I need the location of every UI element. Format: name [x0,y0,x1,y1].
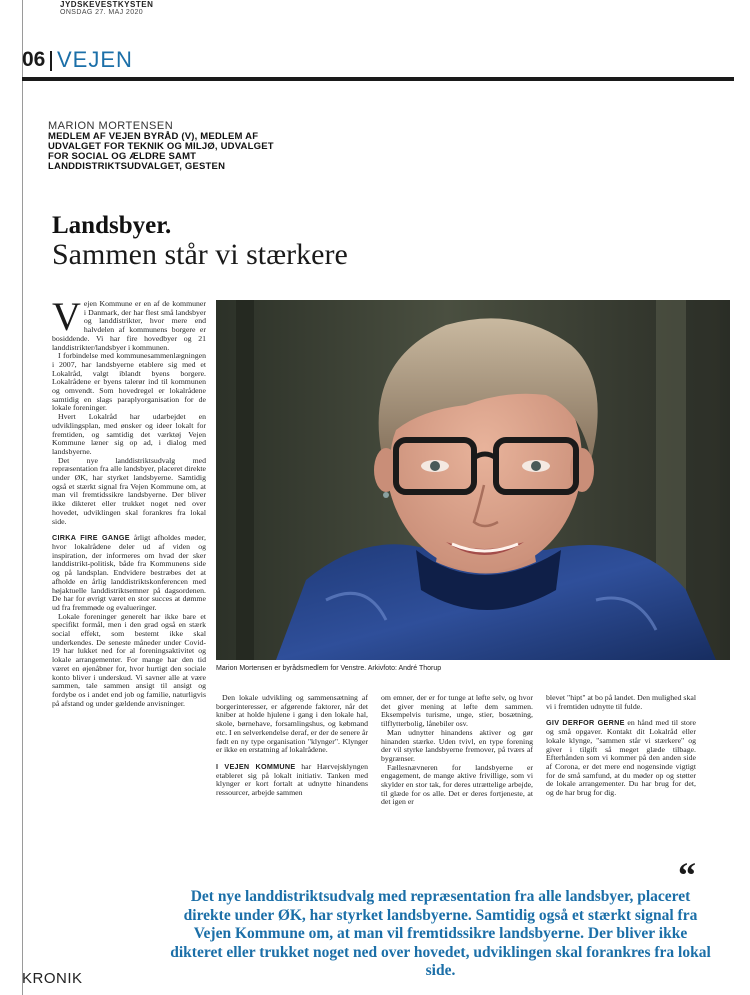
paragraph: Det nye landdistriktsudvalg med repræsentation fra alle landsbyer, placeret direkte under ØK, har styrket landsbyerne. Samtidig også et stærkt signal fra Vejen Kommune om, at man vil fremtidssikre landsbyerne. Der bliver ikke dikteret eller trukket noget ned over hovedet, udviklingen skal forankres fra lokal side. [52,455,206,526]
section-title: VEJEN [57,47,133,72]
author-affiliation: MEDLEM AF VEJEN BYRÅD (V), MEDLEM AF UDVALGET FOR TEKNIK OG MILJØ, UDVALGET FOR SOCIAL OG ÆLDRE SAMT LANDDISTRIKTSUDVALGET, GESTEN [48,131,274,172]
paragraph: Vejen Kommune er en af de kommuner i Danmark, der har flest små landsbyer og landdistrikter, hvor mere end halvdelen af kommunens borgere er bosiddende. Vi har fire hovedbyer og 21 landdistrikter/landsbyer i kommunen. [52,294,206,352]
paragraph: Man udnytter hinandens aktiver og gør hinanden stærke. Uden tvivl, en type forening der vil styrke landsbyerne fremover, på tværs af bygrænser. [381,727,533,763]
paragraph: Fællesnævneren for landsbyerne er engagement, de mange aktive frivillige, som vi skylder en stor tak, for deres utrættelige arbejde, til glæde for os alle. Det er deres fortjeneste, at det igen er [381,762,533,807]
article-column-4 [546,694,696,798]
paragraph: I VEJEN KOMMUNE har Hærvejsklyngen etableret sig på lokalt initiativ. Tanken med klynger er kort fortalt at udnytte hinandens ressourcer, arbejde sammen [216,761,368,798]
paragraph: CIRKA FIRE GANGE årligt afholdes møder, hvor lokalrådene deler ud af viden og inspiration, der informeres om hvad der sker landdistrikt-politisk, både fra Kommunens side og på landsplan. Endvidere bestræbes det at afholde en årlig landdistriktskonferencen med højaktuelle landdistriktsemner på dagsordenen. De har for øvrigt været en stor succes at dømme ud fra fremmøde og evalueringer. [52,533,206,612]
drop-cap: V [52,294,81,339]
author-name: MARION MORTENSEN [48,120,174,132]
paragraph: I forbindelse med kommunesammenlægningen i 2007, har landsbyerne etablere sig med et Lokalråd, valgt iblandt byens borgere. Lokalrådene er byens talerør ind til kommunen og omvendt. Som hovedregel er lokalrådene samtidig en slags paraplyorganisation for de lokale foreninger. [52,351,206,413]
header-rule [22,77,734,81]
issue-date: ONSDAG 27. MAJ 2020 [60,9,144,16]
paragraph-lead: CIRKA FIRE GANGE [52,533,130,543]
paragraph: Lokale foreninger generelt har ikke bare et specifikt formål, men i den grad også en stærk social effekt, som bestemt ikke skal underkendes. De seneste måneder under Covid-19 har lukket ned for al foreningsaktivitet og lokale arrangementer. For mange har den tid været en øjenåbner for, hvor hurtigt den sociale konto bliver i underskud. Vi savner alle at være sammen, tale sammen ansigt til ansigt og fordybe os i andet end job og familie, naturligvis på afstand og under gældende anvisninger. [52,611,206,708]
page-number: 06 [22,48,46,71]
paragraph: om emner, der er for tunge at løfte selv, og hvor det giver mening at løfte dem sammen. Eksempelvis turisme, unge, stier, bosætning, tilflytterbolig, lånebiler osv. [381,693,533,729]
paragraph: Hvert Lokalråd har udarbejdet en udviklingsplan, med ønsker og ideer lokalt for fremtiden, og samtidig det værktøj Vejen Kommune læner sig op ad, i dialog med landsbyerne. [52,412,206,456]
article-column-1 [52,294,206,708]
pull-quote: Det nye landdistriktsudvalg med repræsentation fra alle landsbyer, placeret direkte under ØK, har styrket landsbyerne. Samtidig også et stærkt signal fra Vejen Kommune om, at man vil fremtidssikre landsbyerne. Der bliver ikke dikteret eller trukket noget ned over hovedet, udviklingen skal forankres fra lokal side. [170,888,711,979]
portrait-image [216,300,730,660]
article-headline: Sammen står vi stærkere [52,238,348,271]
paragraph: GIV DERFOR GERNE en hånd med til store og små opgaver. Kontakt dit Lokalråd eller lokale klynge, "sammen står vi stærkere" og giver i tilgift så meget glæde tilbage. Efterhånden som vi kommer på den anden side af Corona, er det mere end nogensinde vigtigt for de små samfund, at du møder op og støtter de lokale arrangementer. Du har brug for det, og de har brug for dig. [546,718,696,798]
author-photo [216,300,730,660]
article-kicker: Landsbyer. [52,212,172,239]
paragraph: blevet "hipt" at bo på landet. Den mulighed skal vi i fremtiden udnytte til fulde. [546,693,696,711]
quote-mark-icon: “ [678,855,696,895]
paragraph: Den lokale udvikling og sammensætning af borgerinteresser, er afgørende faktorer, når det kniber at holde hjulene i gang i den lokale hal, skole, børnehave, forsamlingshus, og købmand etc. I en selverkendelse deraf, er der de senere år født en ny type organisation "klynger". Klynger er ikke en erstatning af lokalrådene. [216,693,368,755]
section-separator [50,51,52,71]
article-column-2 [216,694,368,798]
article-column-3 [381,694,533,807]
section-label: KRONIK [22,970,83,987]
newspaper-name: JYDSKEVESTKYSTEN [60,0,154,9]
photo-caption: Marion Mortensen er byrådsmedlem for Venstre. Arkivfoto: André Thorup [216,665,442,672]
page-left-rule [22,0,23,995]
paragraph-lead: I VEJEN KOMMUNE [216,761,296,771]
paragraph-lead: GIV DERFOR GERNE [546,718,625,728]
